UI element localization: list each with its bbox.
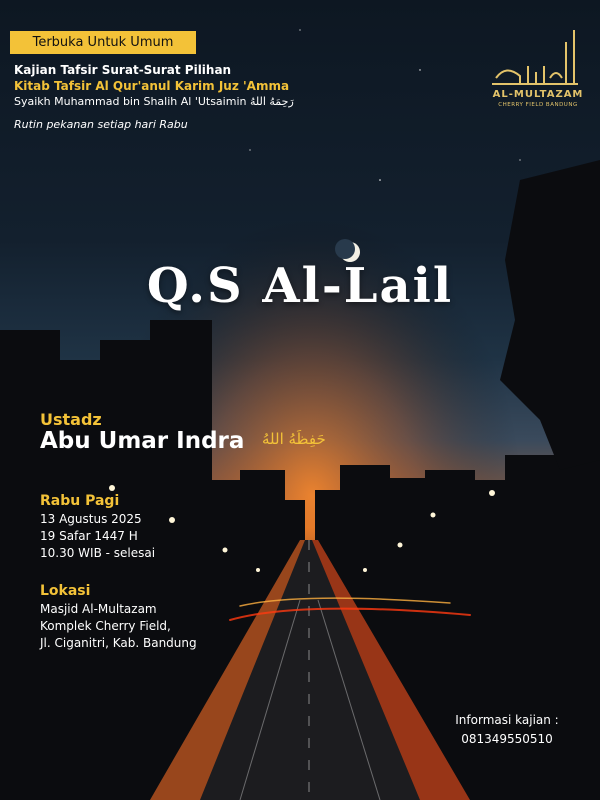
kitab-title: Kitab Tafsir Al Qur'anul Karim Juz 'Amma	[14, 79, 290, 93]
speaker-label: Ustadz	[40, 410, 102, 429]
location-line-1: Masjid Al-Multazam	[40, 602, 157, 616]
open-to-public-badge: Terbuka Untuk Umum	[10, 31, 196, 54]
contact-phone: 081349550510	[461, 732, 553, 746]
location-line-2: Komplek Cherry Field,	[40, 619, 171, 633]
main-title: Q.S Al-Lail	[146, 258, 454, 314]
location-label: Lokasi	[40, 583, 91, 599]
speaker-honorific: حَفِظَهُ اللهُ	[262, 430, 326, 448]
logo-subtitle: CHERRY FIELD BANDUNG	[498, 102, 578, 108]
speaker-name: Abu Umar Indra	[40, 428, 245, 454]
kajian-title: Kajian Tafsir Surat-Surat Pilihan	[14, 63, 232, 77]
location-line-3: Jl. Ciganitri, Kab. Bandung	[40, 636, 197, 650]
author-name: Syaikh Muhammad bin Shalih Al 'Utsaimin رَحِمَهُ اللهُ	[14, 95, 294, 108]
schedule-note: Rutin pekanan setiap hari Rabu	[14, 118, 188, 131]
event-date: 13 Agustus 2025	[40, 512, 142, 526]
event-time: 10.30 WIB - selesai	[40, 546, 156, 560]
event-hijri-date: 19 Safar 1447 H	[40, 529, 138, 543]
day-label: Rabu Pagi	[40, 493, 120, 509]
contact-label: Informasi kajian :	[455, 713, 559, 727]
logo-name: AL-MULTAZAM	[492, 89, 584, 100]
